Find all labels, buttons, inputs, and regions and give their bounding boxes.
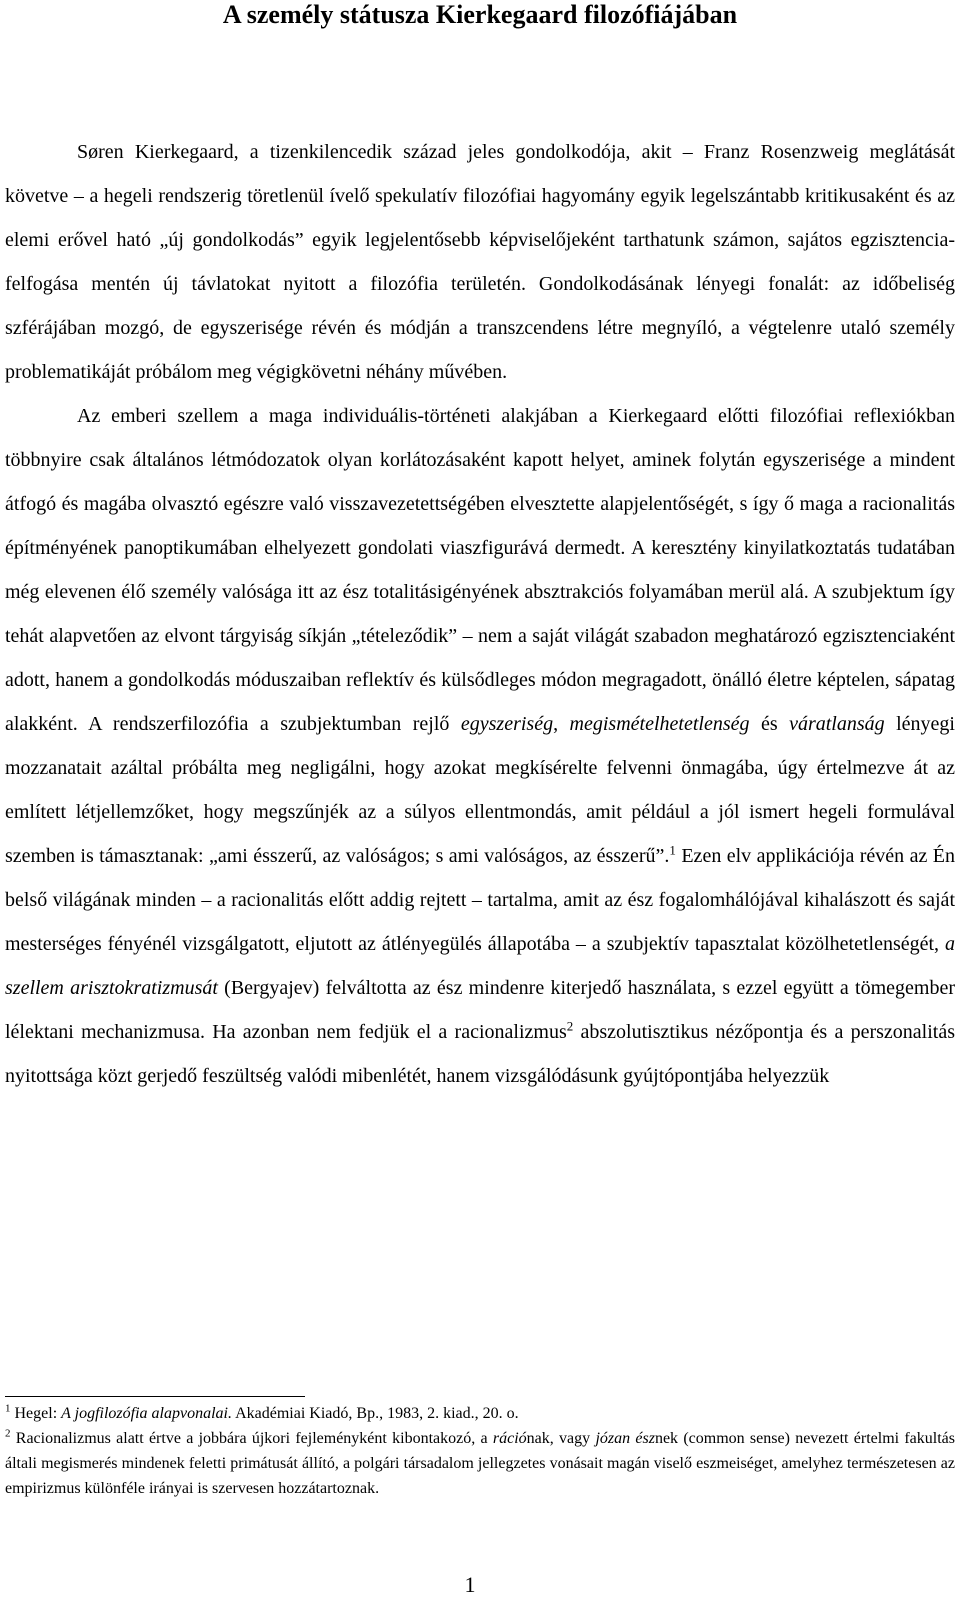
paragraph-2-segment: Ezen elv applikációja révén az Én belső világának minden – a racionalitás előtt addig rejtett – tartalma, amit az ész fogalomhálójával kihalászott és saját mesterséges fényénél vizsgálgatott, eljutott az átlényegülés állapotába – a szubjektív tapasztalat közölhetetlenségét, <box>5 845 955 955</box>
footnote-separator <box>5 1396 305 1397</box>
footnotes <box>5 1401 955 1501</box>
footnote-1 <box>5 1401 955 1426</box>
page-number: 1 <box>464 1572 476 1597</box>
footnote-text: nak, vagy <box>526 1430 596 1447</box>
paragraph-2-segment: , <box>553 713 570 735</box>
body-text <box>5 130 955 1098</box>
footnote-text: Akadémiai Kiadó, Bp., 1983, 2. kiad., 20. o. <box>231 1405 519 1422</box>
paragraph-1: Søren Kierkegaard, a tizenkilencedik század jeles gondolkodója, akit – Franz Rosenzweig meglátását követve – a hegeli rendszerig töretlenül ívelő spekulatív filozófiai hagyomány egyik legelszántabb kritikusaként és az elemi erővel ható „új gondolkodás” egyik legjelentősebb képviselőjeként tarthatunk számon, sajátos egzisztencia-felfogása mentén új távlatokat nyitott a filozófia területén. Gondolkodásának lényegi fonalát: az időbeliség szférájában mozgó, de egyszerisége révén és módján a transzcendens létre megnyíló, a végtelenre utaló személy problematikáját próbálom meg végigkövetni néhány művében. <box>5 141 955 383</box>
footnote-reference-1[interactable]: 1 <box>669 842 676 858</box>
document-title: A személy státusza Kierkegaard filozófiájában <box>222 0 738 29</box>
paragraph-2-segment: és <box>749 713 790 735</box>
emphasis-term: megismételhetetlenség <box>569 713 750 735</box>
paragraph-2-segment: (Bergyajev) felváltotta az ész mindenre kiterjedő használata, s ezzel együtt a tömegember lélektani mechanizmusa. Ha azonban nem fedjük el a racionalizmus <box>5 977 955 1043</box>
footnote-reference-2[interactable]: 2 <box>566 1018 574 1034</box>
footnote-marker: 1 <box>5 1402 11 1415</box>
emphasis-term: váratlanság <box>789 713 885 735</box>
footnote-text: nek (common sense) nevezett értelmi fakultás általi megismerés mindenek feletti primátusát állító, a polgári társadalom jellegzetes vonásait magán viselő eszmeiséget, amelyhez természetesen az empirizmus különféle irányai is szervesen hozzátartoznak. <box>5 1430 956 1497</box>
paragraph-2-segment: abszolutisztikus nézőpontja és a perszonalitás nyitottsága közt gerjedő feszültség valódi mibenlétét, hanem vizsgálódásunk gyújtópontjába helyezzük <box>5 1021 955 1087</box>
footnote-text: Racionalizmus alatt értve a jobbára újkori fejleményként kibontakozó, a <box>10 1430 493 1447</box>
emphasis-term: ráció <box>492 1430 527 1447</box>
emphasis-term: egyszeriség <box>460 713 554 735</box>
paragraph-2-segment: Az emberi szellem a maga individuális-történeti alakjában a Kierkegaard előtti filozófiai reflexiókban többnyire csak általános létmódozatok olyan korlátozásaként kapott helyet, aminek folytán egyszerisége a mindent átfogó és magába olvasztó egészre való visszavezetettségében elvesztette alapjelentőségét, s így ő maga a racionalitás építményének panoptikumában elhelyezett gondolati viaszfigurává dermedt. A keresztény kinyilatkoztatás tudatában még elevenen élő személy valósága itt az ész totalitásigényének absztrakciós folyamában merül alá. A szubjektum így tehát alapvetően az elvont tárgyiság síkján „tételeződik” – nem a saját világát szabadon meghatározó egzisztenciaként adott, hanem a gondolkodás móduszaiban reflektív és külsődleges módon megragadott, önálló életre képtelen, sápatag alakként. A rendszerfilozófia a szubjektumban rejlő <box>5 405 955 735</box>
footnote-2 <box>5 1426 955 1501</box>
footnote-marker: 2 <box>5 1427 11 1440</box>
emphasis-term: a szellem arisztokratizmusát <box>5 933 955 999</box>
emphasis-term: józan ész <box>595 1430 655 1447</box>
footnote-text: Hegel: <box>10 1405 62 1422</box>
paragraph-2 <box>5 394 955 1098</box>
footnote-title: A jogfilozófia alapvonalai. <box>61 1405 232 1422</box>
paragraph-2-segment: lényegi mozzanatait azáltal próbálta meg negligálni, hogy azokat megkísérelte felvenni önmagába, úgy értelmezve át az említett létjellemzőket, hogy megszűnjék az a súlyos ellentmondás, amit például a jól ismert hegeli formulával szemben is támasztanak: „ami ésszerű, az valóságos; s ami valóságos, az ésszerű”. <box>5 713 955 867</box>
